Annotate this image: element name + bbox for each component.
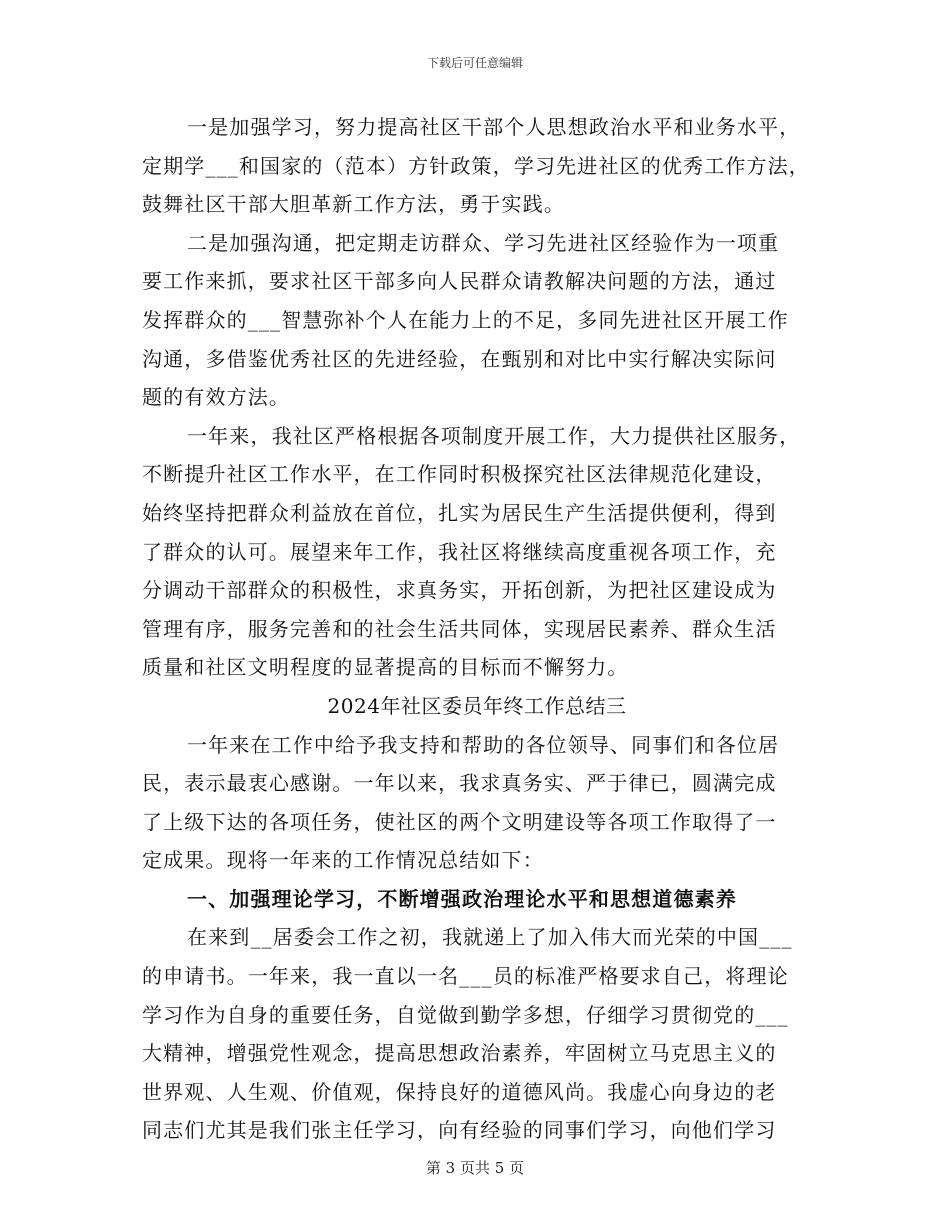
paragraph-line: 分调动干部群众的积极性，求真务实，开拓创新，为把社区建设成为 (142, 578, 777, 603)
paragraph-line: 定期学___和国家的（范本）方针政策，学习先进社区的优秀工作方法， (142, 153, 810, 178)
paragraph-line: 了上级下达的各项任务，使社区的两个文明建设等各项工作取得了一 (142, 809, 777, 834)
section-title: 2024年社区委员年终工作总结三 (327, 693, 627, 718)
paragraph-line: 不断提升社区工作水平，在工作同时积极探究社区法律规范化建设， (142, 462, 777, 487)
paragraph-line: 一年来在工作中给予我支持和帮助的各位领导、同事们和各位居 (187, 732, 780, 757)
paragraph-line: 要工作来抓，要求社区干部多向人民群众请教解决问题的方法，通过 (142, 269, 777, 294)
subsection-heading: 一、加强理论学习，不断增强政治理论水平和思想道德素养 (187, 886, 737, 911)
paragraph-line: 沟通，多借鉴优秀社区的先进经验，在甄别和对比中实行解决实际问 (142, 346, 777, 371)
paragraph-line: 一年来，我社区严格根据各项制度开展工作，大力提供社区服务， (187, 423, 801, 448)
paragraph-line: 了群众的认可。展望来年工作，我社区将继续高度重视各项工作，充 (142, 539, 777, 564)
paragraph-line: 一是加强学习，努力提高社区干部个人思想政治水平和业务水平， (187, 115, 801, 139)
paragraph-line: 二是加强沟通，把定期走访群众、学习先进社区经验作为一项重 (187, 230, 780, 255)
paragraph-line: 发挥群众的___智慧弥补个人在能力上的不足，多同先进社区开展工作 (142, 307, 789, 332)
paragraph-line: 民，表示最衷心感谢。一年以来，我求真务实、严于律已，圆满完成 (142, 771, 777, 796)
paragraph-line: 鼓舞社区干部大胆革新工作方法，勇于实践。 (142, 192, 565, 217)
paragraph-line: 的申请书。一年来，我一直以一名___员的标准严格要求自己，将理论 (142, 964, 789, 989)
paragraph-line: 始终坚持把群众利益放在首位，扎实为居民生产生活提供便利，得到 (142, 500, 777, 525)
paragraph-line: 世界观、人生观、价值观，保持良好的道德风尚。我虚心向身边的老 (142, 1079, 777, 1104)
paragraph-line: 题的有效方法。 (142, 385, 291, 410)
document-body (142, 108, 812, 1150)
paragraph-line: 管理有序，服务完善和的社会生活共同体，实现居民素养、群众生活 (142, 616, 777, 641)
paragraph-line: 在来到__居委会工作之初，我就递上了加入伟大而光荣的中国___ (187, 925, 793, 950)
paragraph-line: 同志们尤其是我们张主任学习，向有经验的同事们学习，向他们学习 (142, 1118, 777, 1143)
page-header: 下载后可任意编辑 (426, 56, 523, 70)
paragraph-line: 定成果。现将一年来的工作情况总结如下： (142, 848, 544, 873)
paragraph-line: 大精神，增强党性观念，提高思想政治素养，牢固树立马克思主义的 (142, 1041, 777, 1066)
paragraph-line: 质量和社区文明程度的显著提高的目标而不懈努力。 (142, 655, 629, 680)
page-number: 第 3 页共 5 页 (425, 1159, 525, 1177)
paragraph-line: 学习作为自身的重要任务，自觉做到勤学多想，仔细学习贯彻党的___ (142, 1002, 789, 1027)
